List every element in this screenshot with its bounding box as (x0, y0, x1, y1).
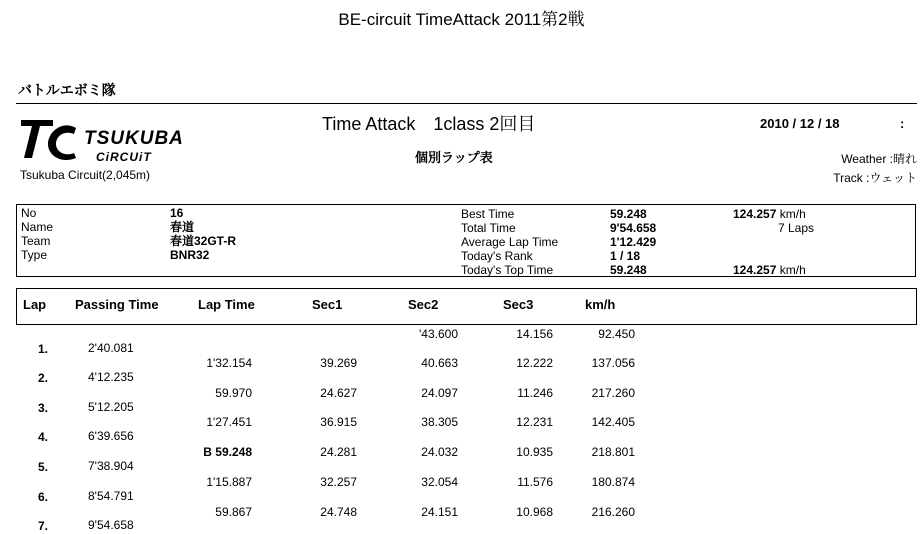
sec3-time: 10.935 (516, 445, 553, 459)
stat-label-best-time: Best Time (461, 207, 515, 221)
speed-kmh: 216.260 (591, 505, 635, 519)
sec3-time: 12.222 (516, 356, 553, 370)
stat-label-average-lap: Average Lap Time (461, 235, 559, 249)
col-header-passing-time: Passing Time (75, 297, 159, 312)
session-title: Time Attack 1class 2回目 (322, 114, 536, 134)
passing-time: 8'54.791 (88, 489, 134, 503)
lap-number: 7. (38, 519, 49, 533)
passing-time: 4'12.235 (88, 370, 134, 384)
sec2-time: 24.032 (421, 445, 458, 459)
sec1-time: 39.269 (320, 356, 357, 370)
stat-value-rank: 1 / 18 (610, 249, 641, 263)
info-value-team: 春道32GT-R (170, 234, 237, 248)
stat-label-top-time: Today's Top Time (461, 263, 554, 277)
stat-value-total-time: 9'54.658 (610, 221, 657, 235)
stat-label-total-time: Total Time (461, 221, 516, 235)
team-name: バトルエボミ隊 (18, 82, 116, 98)
sec2-time: 40.663 (421, 356, 458, 370)
best-speed-unit: km/h (779, 207, 806, 221)
weather: Weather :晴れ (841, 152, 917, 166)
speed-kmh: 137.056 (591, 356, 635, 370)
stat-value-top-time: 59.248 (610, 263, 647, 277)
speed-kmh: 218.801 (591, 445, 635, 459)
best-speed-value: 124.257 (733, 207, 777, 221)
speed-kmh: 92.450 (598, 327, 635, 341)
col-header-kmh: km/h (585, 297, 616, 312)
info-label-name: Name (21, 220, 54, 234)
sec3-time: 11.246 (517, 386, 553, 400)
lap-count: 7 Laps (777, 221, 814, 235)
sec1-time: 24.281 (320, 445, 357, 459)
lap-number: 1. (38, 342, 49, 356)
stat-value-average-lap: 1'12.429 (610, 235, 657, 249)
date-colon: : (900, 116, 905, 131)
col-header-sec3: Sec3 (503, 297, 534, 312)
sec2-time: 32.054 (421, 475, 458, 489)
sec1-time: 32.257 (320, 475, 357, 489)
passing-time: 5'12.205 (88, 400, 134, 414)
passing-time: 6'39.656 (88, 429, 134, 443)
lap-time: 1'32.154 (206, 356, 252, 370)
sec3-time: 10.968 (516, 505, 553, 519)
info-value-type: BNR32 (170, 248, 210, 262)
sec1-time: 36.915 (320, 415, 357, 429)
info-value-no: 16 (170, 206, 184, 220)
document-title: BE-circuit TimeAttack 2011第2戦 (338, 10, 585, 29)
speed-kmh: 142.405 (591, 415, 635, 429)
logo-text-circuit: CiRCUiT (96, 150, 152, 164)
speed-kmh: 180.874 (591, 475, 635, 489)
lap-time: 1'27.451 (206, 415, 252, 429)
track-condition: Track :ウェット (833, 171, 917, 185)
col-header-sec2: Sec2 (408, 297, 439, 312)
lap-time: 1'15.887 (206, 475, 252, 489)
lap-number: 5. (38, 460, 49, 474)
sec3-time: 14.156 (516, 327, 553, 341)
lap-number: 2. (38, 371, 49, 385)
stat-value-best-time: 59.248 (610, 207, 647, 221)
lap-time: 59.970 (215, 386, 252, 400)
lap-time: 59.867 (215, 505, 252, 519)
top-speed-value: 124.257 (733, 263, 777, 277)
col-header-lap-time: Lap Time (198, 297, 255, 312)
info-label-no: No (21, 206, 37, 220)
sec3-time: 12.231 (516, 415, 553, 429)
sec3-time: 11.576 (517, 475, 553, 489)
session-date: 2010 / 12 / 18 (760, 116, 840, 131)
sec2-time: 24.097 (421, 386, 458, 400)
top-speed-unit: km/h (779, 263, 806, 277)
sec2-time: 24.151 (421, 505, 458, 519)
sec2-time: '43.600 (419, 327, 458, 341)
circuit-name: Tsukuba Circuit(2,045m) (20, 168, 151, 182)
lap-number: 3. (38, 401, 49, 415)
sec1-time: 24.748 (320, 505, 357, 519)
stat-label-rank: Today's Rank (461, 249, 533, 263)
speed-kmh: 217.260 (591, 386, 635, 400)
info-label-team: Team (21, 234, 51, 248)
passing-time: 9'54.658 (88, 518, 134, 532)
passing-time: 7'38.904 (88, 459, 134, 473)
sec1-time: 24.627 (320, 386, 357, 400)
col-header-sec1: Sec1 (312, 297, 343, 312)
col-header-lap: Lap (23, 297, 47, 312)
lap-time: B 59.248 (203, 445, 252, 459)
logo-text-tsukuba: TSUKUBA (84, 128, 184, 149)
lap-number: 4. (38, 430, 49, 444)
passing-time: 2'40.081 (88, 341, 134, 355)
lap-number: 6. (38, 490, 49, 504)
session-subtitle: 個別ラップ表 (415, 150, 493, 165)
info-value-name: 春道 (170, 220, 195, 234)
info-label-type: Type (21, 248, 48, 262)
sec2-time: 38.305 (421, 415, 458, 429)
